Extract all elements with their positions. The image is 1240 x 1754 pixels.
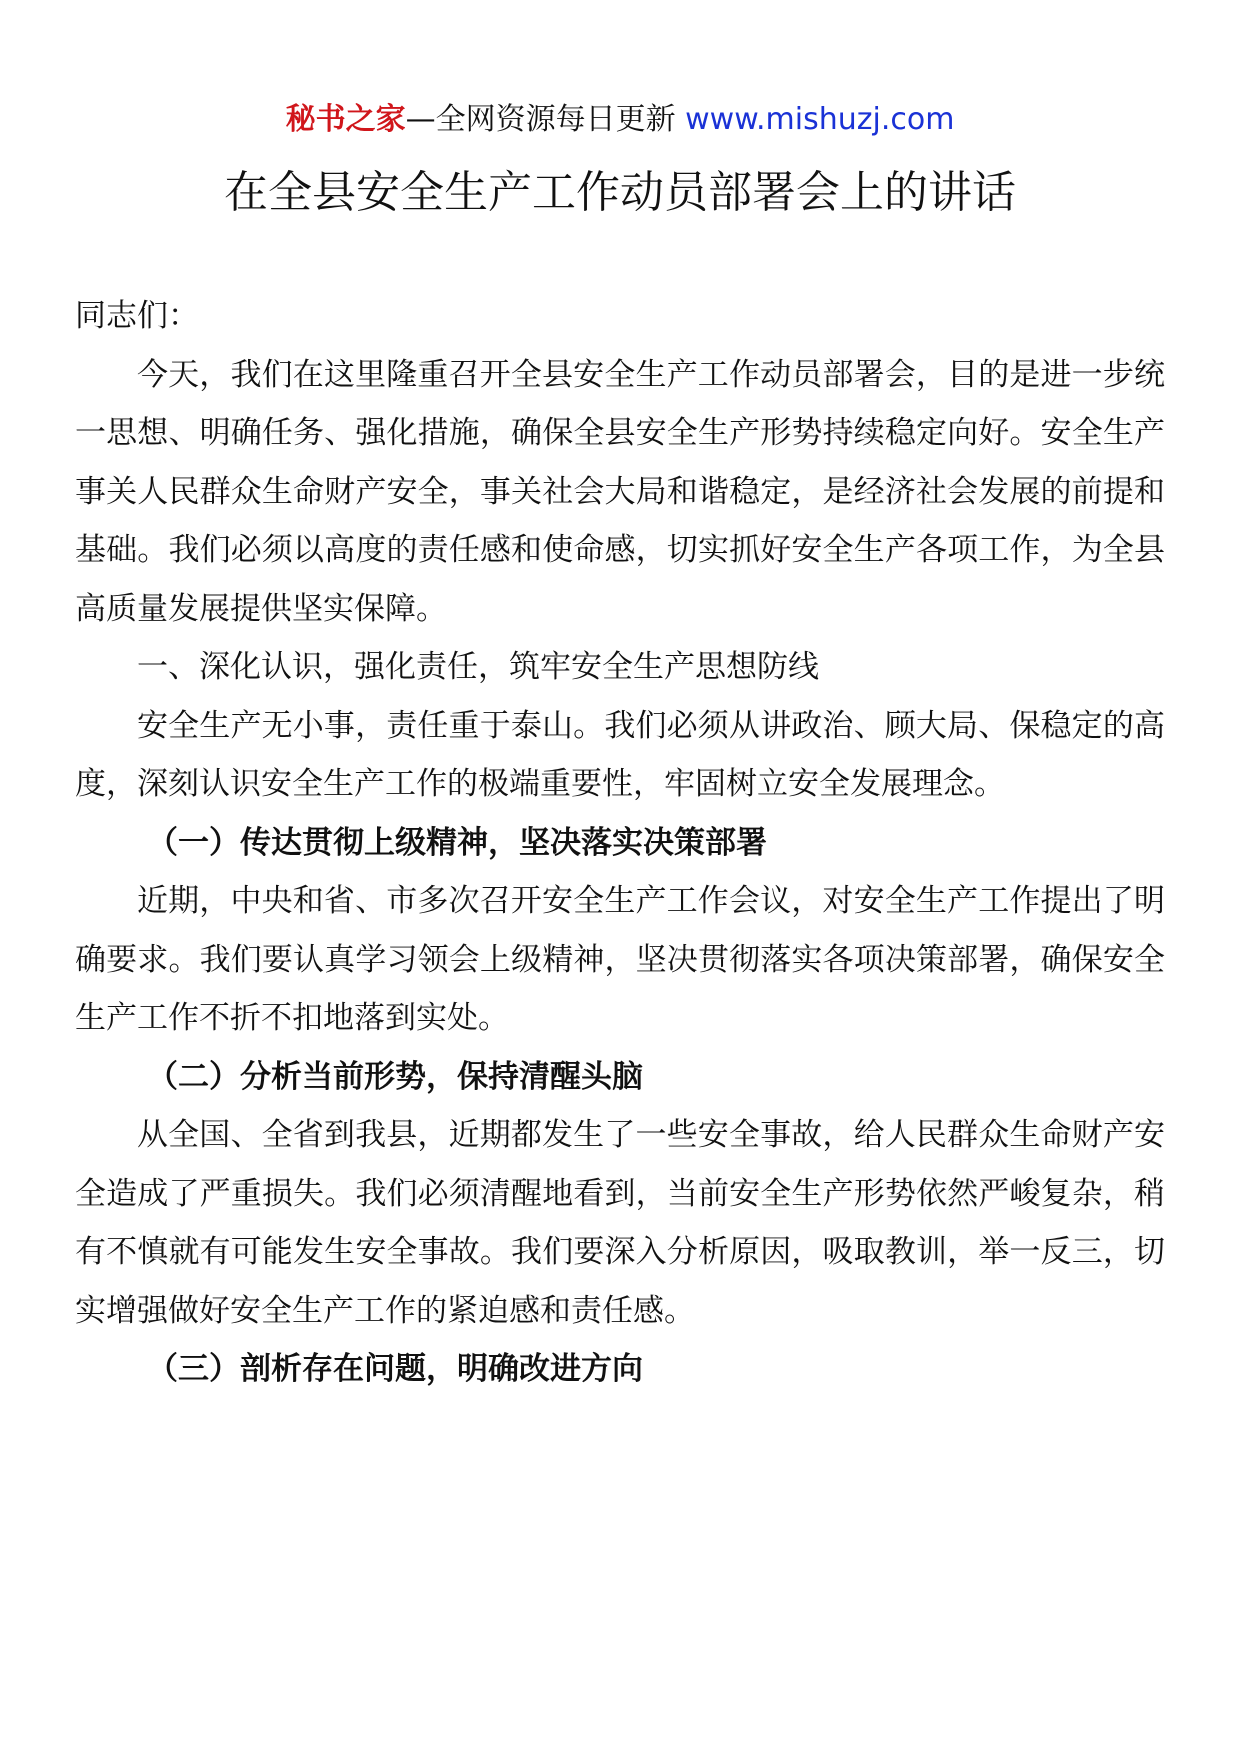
- document-title: 在全县安全生产工作动员部署会上的讲话: [224, 167, 1016, 218]
- subsection-heading-2: （二）分析当前形势，保持清醒头脑: [147, 1058, 643, 1095]
- site-url-link[interactable]: www.mishuzj.com: [685, 102, 955, 137]
- subsection-heading-1: （一）传达贯彻上级精神，坚决落实决策部署: [147, 824, 767, 861]
- document-body: [75, 287, 1165, 1399]
- brand-name: 秘书之家: [285, 102, 406, 137]
- intro-paragraph: 今天，我们在这里隆重召开全县安全生产工作动员部署会，目的是进一步统一思想、明确任务、强化措施，确保全县安全生产形势持续稳定向好。安全生产事关人民群众生命财产安全，事关社会大局和谐稳定，是经济社会发展的前提和基础。我们必须以高度的责任感和使命感，切实抓好安全生产各项工作，为全县高质量发展提供坚实保障。: [75, 356, 1165, 627]
- subsection-heading-3: （三）剖析存在问题，明确改进方向: [147, 1351, 643, 1387]
- section-paragraph: 安全生产无小事，责任重于泰山。我们必须从讲政治、顾大局、保稳定的高度，深刻认识安全生产工作的极端重要性，牢固树立安全发展理念。: [75, 707, 1165, 802]
- subsection-paragraph-2: 从全国、全省到我县，近期都发生了一些安全事故，给人民群众生命财产安全造成了严重损失。我们必须清醒地看到，当前安全生产形势依然严峻复杂，稍有不慎就有可能发生安全事故。我们要深入分析原因，吸取教训，举一反三，切实增强做好安全生产工作的紧迫感和责任感。: [75, 1117, 1165, 1329]
- header-tagline: —全网资源每日更新: [405, 102, 686, 137]
- section-heading: 一、深化认识，强化责任，筑牢安全生产思想防线: [137, 649, 819, 685]
- subsection-paragraph-1: 近期，中央和省、市多次召开安全生产工作会议，对安全生产工作提出了明确要求。我们要认真学习领会上级精神，坚决贯彻落实各项决策部署，确保安全生产工作不折不扣地落到实处。: [75, 883, 1165, 1036]
- site-header: [0, 98, 1240, 142]
- salutation: 同志们：: [75, 298, 199, 334]
